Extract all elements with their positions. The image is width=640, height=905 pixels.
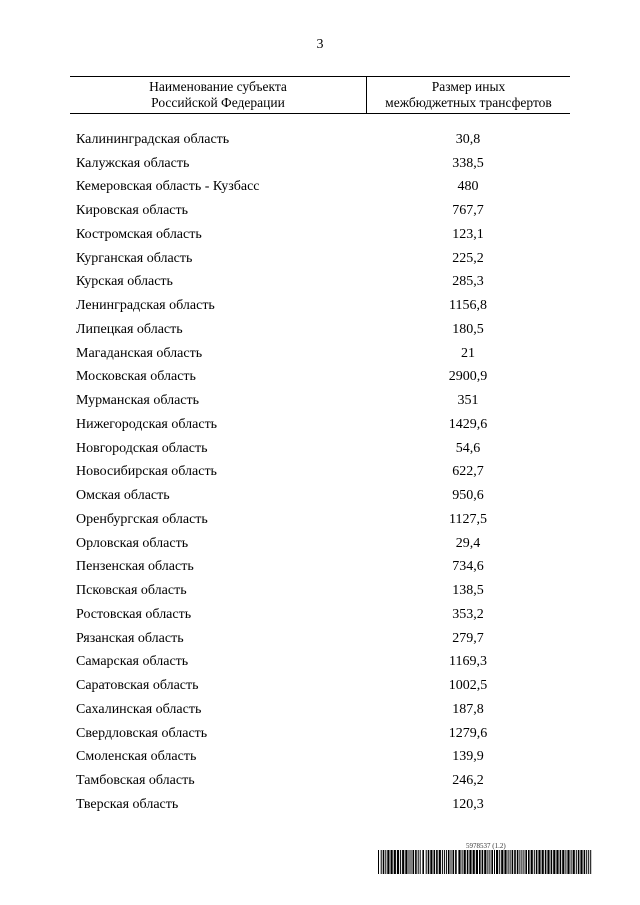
header-amount-line-2: межбюджетных трансфертов xyxy=(385,95,552,110)
subject-name: Кировская область xyxy=(76,203,189,219)
transfer-amount: 351 xyxy=(457,393,479,409)
transfer-amount: 767,7 xyxy=(452,203,484,219)
table-row xyxy=(70,746,570,770)
transfer-amount: 187,8 xyxy=(452,701,484,717)
transfer-amount: 622,7 xyxy=(452,464,484,480)
table-row xyxy=(70,484,570,508)
transfer-amount: 180,5 xyxy=(452,321,484,337)
subject-name: Тамбовская область xyxy=(76,773,195,789)
transfer-amount: 138,5 xyxy=(452,583,484,599)
table-row xyxy=(70,793,570,817)
table-row xyxy=(70,437,570,461)
header-subject-line-2: Российской Федерации xyxy=(151,95,285,110)
subject-name: Тверская область xyxy=(76,796,179,812)
transfer-amount: 1279,6 xyxy=(448,725,488,741)
table-row xyxy=(70,532,570,556)
barcode-icon xyxy=(378,850,592,874)
table-row xyxy=(70,674,570,698)
transfer-amount: 30,8 xyxy=(455,131,481,147)
transfer-amount: 1169,3 xyxy=(449,654,487,670)
transfer-amount: 54,6 xyxy=(455,440,481,456)
subject-name: Сахалинская область xyxy=(76,701,202,717)
subject-name: Самарская область xyxy=(76,654,189,670)
transfer-amount: 120,3 xyxy=(452,796,484,812)
subject-name: Новгородская область xyxy=(76,440,208,456)
table-row xyxy=(70,223,570,247)
subject-name: Курганская область xyxy=(76,250,193,266)
transfer-amount: 338,5 xyxy=(452,155,484,171)
transfer-amount: 1002,5 xyxy=(448,678,488,694)
table-header xyxy=(70,76,570,114)
transfer-amount: 734,6 xyxy=(452,559,484,575)
transfer-amount: 480 xyxy=(457,179,479,195)
table-body xyxy=(70,128,570,817)
table-row xyxy=(70,651,570,675)
subject-name: Нижегородская область xyxy=(76,416,218,432)
transfer-amount: 225,2 xyxy=(452,250,484,266)
subject-name: Костромская область xyxy=(76,226,202,242)
transfer-amount: 21 xyxy=(461,345,475,361)
header-amount-line-1: Размер иных xyxy=(431,79,506,94)
table-row xyxy=(70,603,570,627)
subject-name: Рязанская область xyxy=(76,630,184,646)
table-row xyxy=(70,342,570,366)
table-row xyxy=(70,627,570,651)
subject-name: Магаданская область xyxy=(76,345,203,361)
table-row xyxy=(70,318,570,342)
subject-name: Псковская область xyxy=(76,583,187,599)
table-row xyxy=(70,389,570,413)
table-row xyxy=(70,366,570,390)
page-number: 3 xyxy=(316,37,324,52)
subject-name: Пензенская область xyxy=(76,559,194,575)
table-row xyxy=(70,271,570,295)
transfer-amount: 29,4 xyxy=(455,535,481,551)
transfer-amount: 279,7 xyxy=(452,630,484,646)
table-row xyxy=(70,294,570,318)
table-row xyxy=(70,247,570,271)
subject-name: Новосибирская область xyxy=(76,464,217,480)
subject-name: Мурманская область xyxy=(76,393,200,409)
subject-name: Орловская область xyxy=(76,535,189,551)
subject-name: Свердловская область xyxy=(76,725,208,741)
table-row xyxy=(70,722,570,746)
transfer-amount: 353,2 xyxy=(452,606,484,622)
subject-name: Смоленская область xyxy=(76,749,197,765)
header-subject-name xyxy=(70,77,367,113)
document-code: 5978537 (1.2) xyxy=(466,842,506,850)
table-row xyxy=(70,556,570,580)
transfer-amount: 1156,8 xyxy=(449,298,487,314)
subject-name: Калужская область xyxy=(76,155,190,171)
table-row xyxy=(70,769,570,793)
subject-name: Омская область xyxy=(76,488,170,504)
transfer-amount: 246,2 xyxy=(452,773,484,789)
subject-name: Кемеровская область - Кузбасс xyxy=(76,179,260,195)
table-row xyxy=(70,461,570,485)
header-transfer-amount xyxy=(367,77,570,113)
transfer-amount: 139,9 xyxy=(452,749,484,765)
subject-name: Московская область xyxy=(76,369,196,385)
subject-name: Липецкая область xyxy=(76,321,183,337)
table-row xyxy=(70,128,570,152)
subject-name: Саратовская область xyxy=(76,678,199,694)
table-row xyxy=(70,579,570,603)
subject-name: Оренбургская область xyxy=(76,511,208,527)
transfer-amount: 1429,6 xyxy=(448,416,488,432)
subject-name: Ленинградская область xyxy=(76,298,215,314)
header-subject-line-1: Наименование субъекта xyxy=(149,79,287,94)
transfer-amount: 1127,5 xyxy=(449,511,487,527)
table-row xyxy=(70,413,570,437)
subject-name: Калининградская область xyxy=(76,131,230,147)
subject-name: Ростовская область xyxy=(76,606,192,622)
transfer-amount: 2900,9 xyxy=(448,369,488,385)
subject-name: Курская область xyxy=(76,274,173,290)
transfer-amount: 950,6 xyxy=(452,488,484,504)
table-row xyxy=(70,152,570,176)
table-row xyxy=(70,199,570,223)
transfer-amount: 123,1 xyxy=(452,226,484,242)
table-row xyxy=(70,176,570,200)
table-row xyxy=(70,698,570,722)
transfer-amount: 285,3 xyxy=(452,274,484,290)
table-row xyxy=(70,508,570,532)
